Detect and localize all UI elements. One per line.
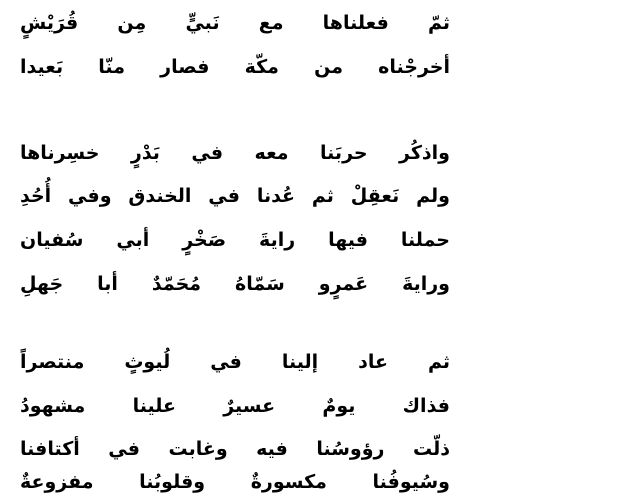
verse-line: أخرجْناه من مكّة فصار منّا بَعيدا	[20, 56, 450, 78]
verse-line: ورايةَ عَمرٍو سَمّاهُ مُحَمّدٌ أبا جَهلِ	[20, 273, 450, 295]
verse-line: وسُيوفُنا مكسورةٌ وقلوبُنا مفزوعةٌ	[20, 471, 450, 493]
verse-line: ثمّ فعلناها مع نَبيٍّ مِن قُرَيْشٍ	[20, 12, 450, 34]
verse-line: ذلّت رؤوسُنا فيه وغابت في أكتافنا	[20, 438, 450, 460]
verse-line: ثم عاد إلينا في لُيوثٍ منتصراً	[20, 351, 450, 373]
verse-line: ولم نَعقِلْ ثم عُدنا في الخندق وفي أُحُدِ	[20, 185, 450, 207]
verse-line: واذكُر حربَنا معه في بَدْرٍ خسِرناها	[20, 142, 450, 164]
verse-line: فذاك يومٌ عسيرٌ علينا مشهودُ	[20, 395, 450, 417]
verse-line: حملنا فيها رايةَ صَخْرٍ أبي سُفيان	[20, 229, 450, 251]
